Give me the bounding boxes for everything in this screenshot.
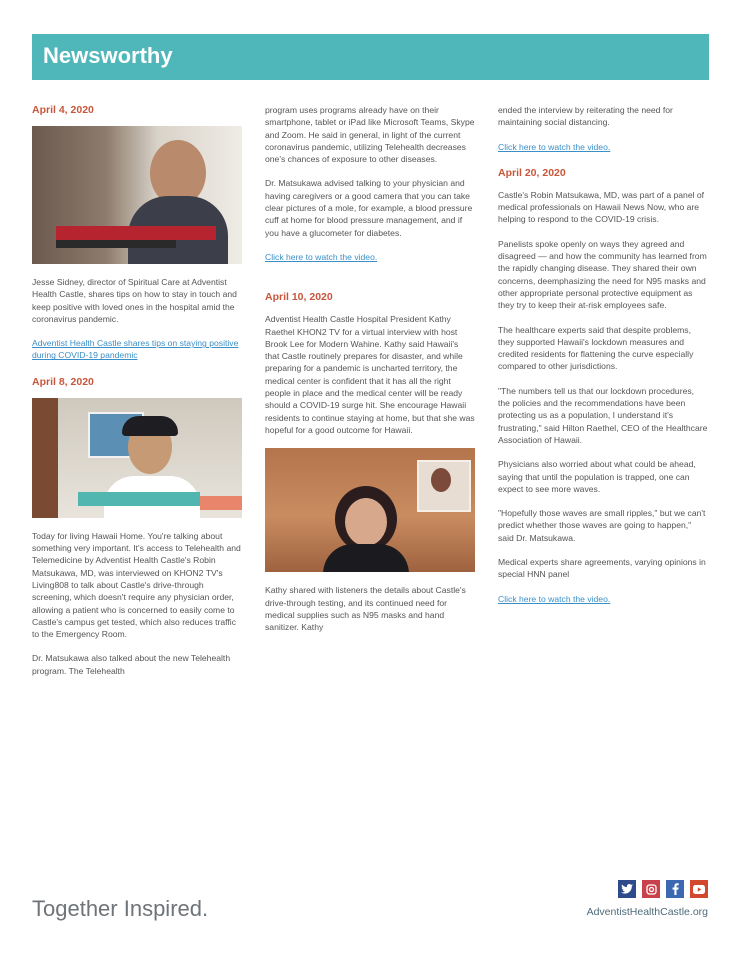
social-icons [618,880,708,898]
article-text: Medical experts share agreements, varying opinions in special HNN panel [498,557,706,580]
page-title: Newsworthy [43,43,173,68]
date-heading: April 8, 2020 [32,375,94,388]
article-text: Adventist Health Castle Hospital President Kathy Raethel KHON2 TV for a virtual interview with host Brook Lee for Modern Wahine. Kathy said Hawaii's that Castle routinely prepares for disaster, and while preparing for a pandemic is uncharted territory, the medical center is confident that it has all the right people in place and the medical center will be ready should a COVID-19 surge hit. She encourage Hawaii residents to continue staying at home, but that she was hopeful for a good outcome for Hawaii. [265,314,475,435]
article-text: Castle's Robin Matsukawa, MD, was part of a panel of medical professionals on Hawaii News Now, who are helping to respond to the COVID-19 crisis. [498,189,705,225]
article-text: Jesse Sidney, director of Spiritual Care at Adventist Health Castle, shares tips on how to stay in touch and keep positive with loved ones in the hospital amid the coronavirus pandemic. [32,277,237,324]
column-2 [265,104,475,645]
article-link[interactable]: Adventist Health Castle shares tips on staying positive during COVID-19 pandemic [32,338,239,361]
article-text: Physicians also worried about what could be ahead, saying that until the population is trapped, one can expect to see more waves. [498,459,696,494]
date-heading: April 20, 2020 [498,166,566,179]
youtube-icon[interactable] [690,880,708,898]
header-banner [32,34,709,80]
facebook-icon[interactable] [666,880,684,898]
article-text: The healthcare experts said that despite problems, they supported Hawaii's lockdown measures and credited residents for flattening the curve especially compared to other jurisdictions. [498,324,694,372]
article-text: Kathy shared with listeners the details about Castle's drive-through testing, and its continued need for medical supplies such as N95 masks and hand sanitizer. Kathy [265,585,466,633]
article-text: Today for living Hawaii Home. You're talking about something very important. It's access to Telehealth and Telemedicine by Adventist Health Castle's Robin Matsukawa, MD, was interviewed on KHON2 TV's Living808 to talk about Castle's drive-through screening, which doesn't require any physician order, allowing a patient who is concerned to easily come to Castle's campus get tested, which also reduces traffic to the Emergency Room. [32,530,241,640]
watch-video-link[interactable]: Click here to watch the video. [498,593,611,604]
watch-video-link[interactable]: Click here to watch the video. [498,141,611,152]
article-text: Dr. Matsukawa advised talking to your physician and having caregivers or a good camera that you can take clear pictures of a mole, for example, a blood pressure cuff at home for blood pressure management, and if you have a glucometer for diabetes. [265,178,473,238]
twitter-icon[interactable] [618,880,636,898]
article-text: "The numbers tell us that our lockdown procedures, the policies and the recommendations have been protecting us as a population, I understand it's frustrating," said Hilton Raethel, CEO of the Healthcare Association of Hawaii. [498,385,708,445]
news-photo-video-call [32,398,242,518]
article-text: program uses programs already have on their smartphone, tablet or iPad like Microsoft Teams, Skype and Zoom. He said in general, in light of the current coronavirus pandemic, utilizing Telehealth decreases one's chances of exposure to other diseases. [265,105,475,165]
instagram-icon[interactable] [642,880,660,898]
column-1 [32,104,242,689]
date-heading: April 4, 2020 [32,104,94,116]
news-photo-virtual-interview [265,448,475,572]
footer-website[interactable]: AdventistHealthCastle.org [586,906,708,918]
date-heading: April 10, 2020 [265,291,333,304]
column-3 [498,104,708,619]
article-text: Panelists spoke openly on ways they agreed and disagreed — and how the community has learned from the rapidly changing disease. They shared their own concerns, deemphasizing the need for N95 masks and other appropriate personal protective equipment as they try to keep their at-risk employees safe. [498,238,707,311]
article-text: ended the interview by reiterating the need for maintaining social distancing. [498,105,673,128]
news-photo-video-still [32,126,242,264]
article-text: "Hopefully those waves are small ripples," but we can't predict whether those waves are going to happen," said Dr. Matsukawa. [498,508,706,543]
watch-video-link[interactable]: Click here to watch the video. [265,251,378,262]
footer-tagline: Together Inspired. [32,896,209,921]
article-text: Dr. Matsukawa also talked about the new Telehealth program. The Telehealth [32,653,231,676]
